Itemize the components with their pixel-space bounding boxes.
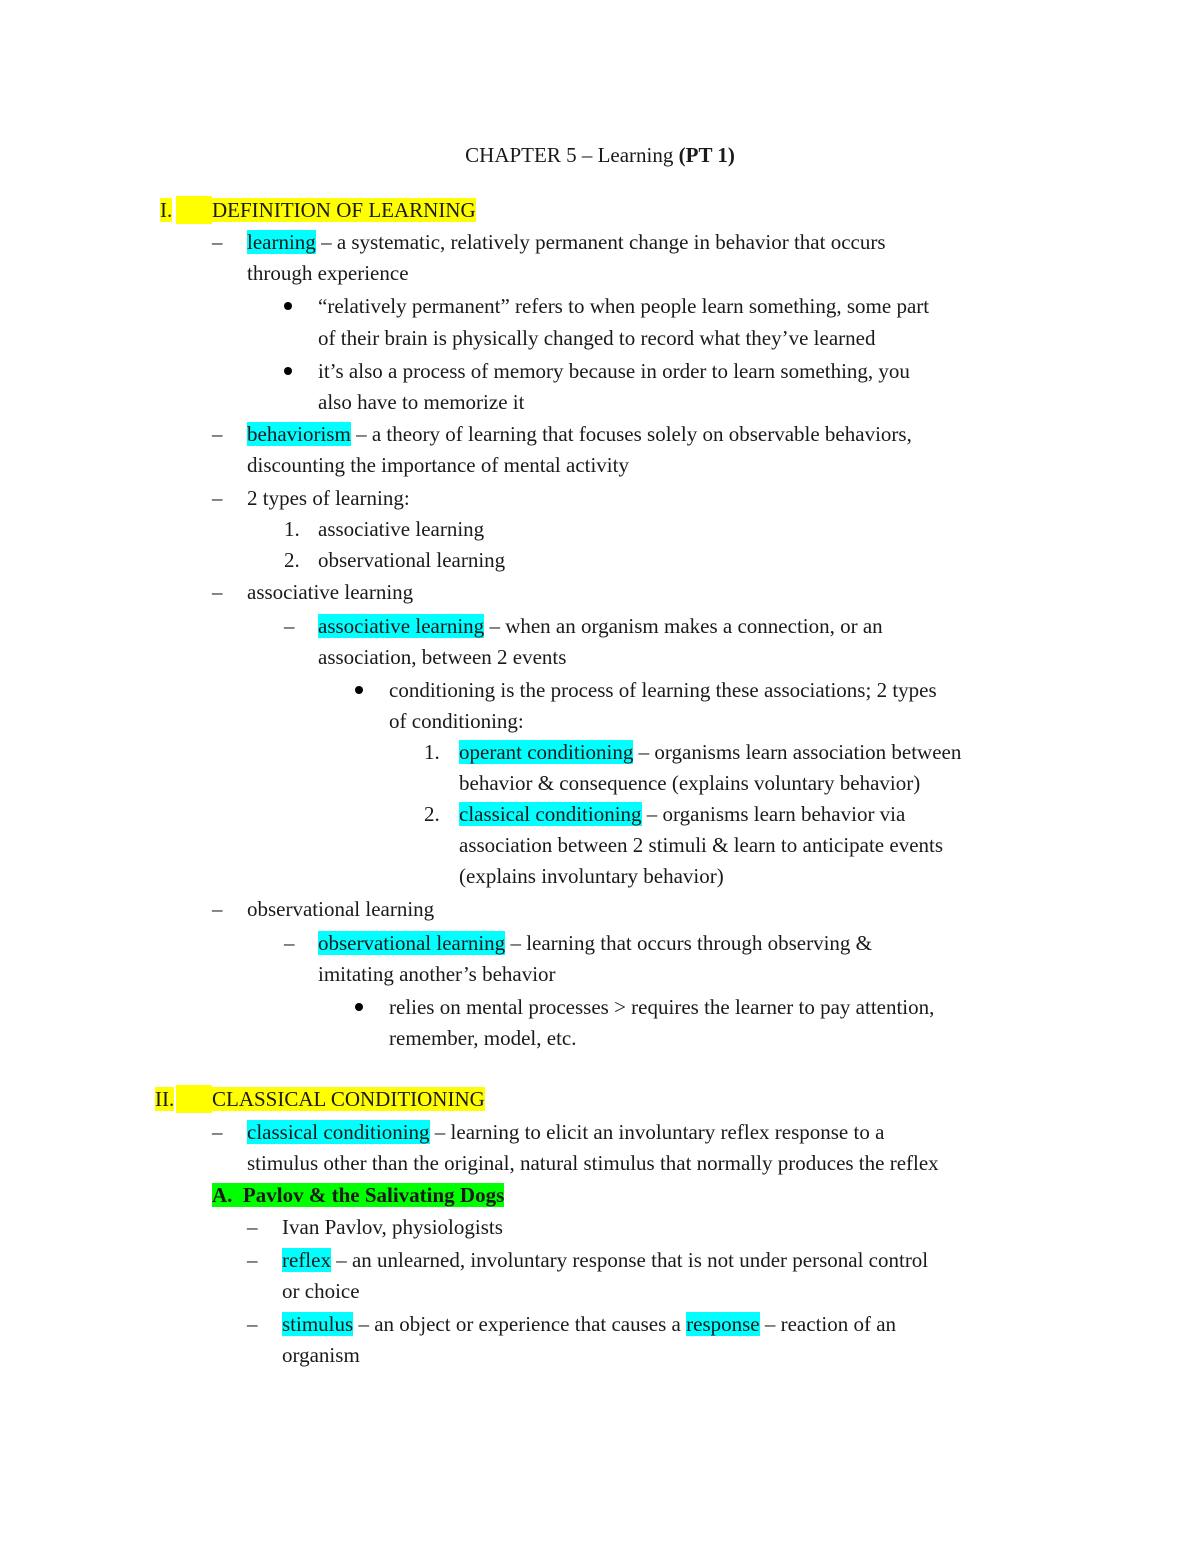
term-stimulus: stimulus: [282, 1312, 354, 1336]
title-part: (PT 1): [678, 143, 735, 167]
term-associative-learning: associative learning: [318, 614, 485, 638]
observational-definition-cont: imitating another’s behavior: [318, 962, 556, 986]
learning-definition-cont: through experience: [247, 261, 409, 285]
bullet-text-cont: of conditioning:: [389, 709, 524, 733]
term-reflex: reflex: [282, 1248, 331, 1272]
dash-marker: –: [212, 1120, 223, 1144]
associative-label: associative learning: [247, 580, 414, 604]
bullet-text: relies on mental processes > requires the learner to pay attention,: [389, 995, 935, 1019]
section-2-numeral: II.: [155, 1087, 175, 1111]
subsection-a-heading: A. Pavlov & the Salivating Dogs: [212, 1183, 505, 1207]
bullet-text-cont: also have to memorize it: [318, 390, 525, 414]
dash-marker: –: [212, 486, 223, 510]
behaviorism-definition: behaviorism – a theory of learning that focuses solely on observable behaviors,: [247, 422, 912, 446]
reflex-definition: reflex – an unlearned, involuntary response that is not under personal control: [282, 1248, 929, 1272]
reflex-definition-cont: or choice: [282, 1279, 360, 1303]
associative-definition-cont: association, between 2 events: [318, 645, 567, 669]
classical-definition: classical conditioning – learning to elicit an involuntary reflex response to a: [247, 1120, 885, 1144]
operant-definition-cont: behavior & consequence (explains voluntary behavior): [459, 771, 921, 795]
section-2-tab-highlight: [176, 1085, 212, 1113]
list-number: 1.: [424, 740, 440, 764]
bullet-text-cont: remember, model, etc.: [389, 1026, 577, 1050]
page-title: [0, 141, 1200, 169]
dash-marker: –: [284, 614, 295, 638]
list-number: 2.: [284, 548, 300, 572]
classical-definition-cont: stimulus other than the original, natural stimulus that normally produces the reflex: [247, 1151, 939, 1175]
list-item: observational learning: [318, 548, 506, 572]
dash-marker: –: [212, 897, 223, 921]
term-classical-conditioning: classical conditioning: [459, 802, 642, 826]
behaviorism-definition-cont: discounting the importance of mental activity: [247, 453, 629, 477]
learning-definition: learning – a systematic, relatively permanent change in behavior that occurs: [247, 230, 886, 254]
bullet-icon: [284, 367, 292, 375]
section-2-heading: CLASSICAL CONDITIONING: [212, 1087, 485, 1111]
term-response: response: [686, 1312, 760, 1336]
term-classical-conditioning: classical conditioning: [247, 1120, 430, 1144]
list-number: 1.: [284, 517, 300, 541]
list-number: 2.: [424, 802, 440, 826]
observational-definition: observational learning – learning that occurs through observing &: [318, 931, 873, 955]
bullet-text: it’s also a process of memory because in order to learn something, you: [318, 359, 910, 383]
list-item: associative learning: [318, 517, 485, 541]
dash-marker: –: [247, 1215, 258, 1239]
bullet-icon: [355, 1003, 363, 1011]
term-operant-conditioning: operant conditioning: [459, 740, 634, 764]
bullet-icon: [284, 302, 292, 310]
term-observational-learning: observational learning: [318, 931, 506, 955]
dash-marker: –: [247, 1312, 258, 1336]
operant-definition: operant conditioning – organisms learn association between: [459, 740, 962, 764]
dash-marker: –: [212, 230, 223, 254]
bullet-icon: [355, 686, 363, 694]
stimulus-definition: stimulus – an object or experience that causes a response – reaction of an: [282, 1312, 897, 1336]
pavlov-item: Ivan Pavlov, physiologists: [282, 1215, 503, 1239]
associative-definition: associative learning – when an organism makes a connection, or an: [318, 614, 883, 638]
types-label: 2 types of learning:: [247, 486, 410, 510]
section-1-tab-highlight: [176, 196, 212, 224]
dash-marker: –: [212, 580, 223, 604]
dash-marker: –: [284, 931, 295, 955]
classical-short-definition-cont: (explains involuntary behavior): [459, 864, 724, 888]
term-learning: learning: [247, 230, 316, 254]
observational-label: observational learning: [247, 897, 435, 921]
classical-short-definition-cont: association between 2 stimuli & learn to anticipate events: [459, 833, 944, 857]
classical-short-definition: classical conditioning – organisms learn behavior via: [459, 802, 906, 826]
bullet-text-cont: of their brain is physically changed to record what they’ve learned: [318, 326, 876, 350]
term-behaviorism: behaviorism: [247, 422, 351, 446]
dash-marker: –: [247, 1248, 258, 1272]
stimulus-definition-cont: organism: [282, 1343, 360, 1367]
section-1-heading: DEFINITION OF LEARNING: [212, 198, 476, 222]
section-1-numeral: I.: [160, 198, 173, 222]
bullet-text: conditioning is the process of learning these associations; 2 types: [389, 678, 937, 702]
dash-marker: –: [212, 422, 223, 446]
title-text: CHAPTER 5 – Learning: [465, 143, 674, 167]
bullet-text: “relatively permanent” refers to when people learn something, some part: [318, 294, 930, 318]
